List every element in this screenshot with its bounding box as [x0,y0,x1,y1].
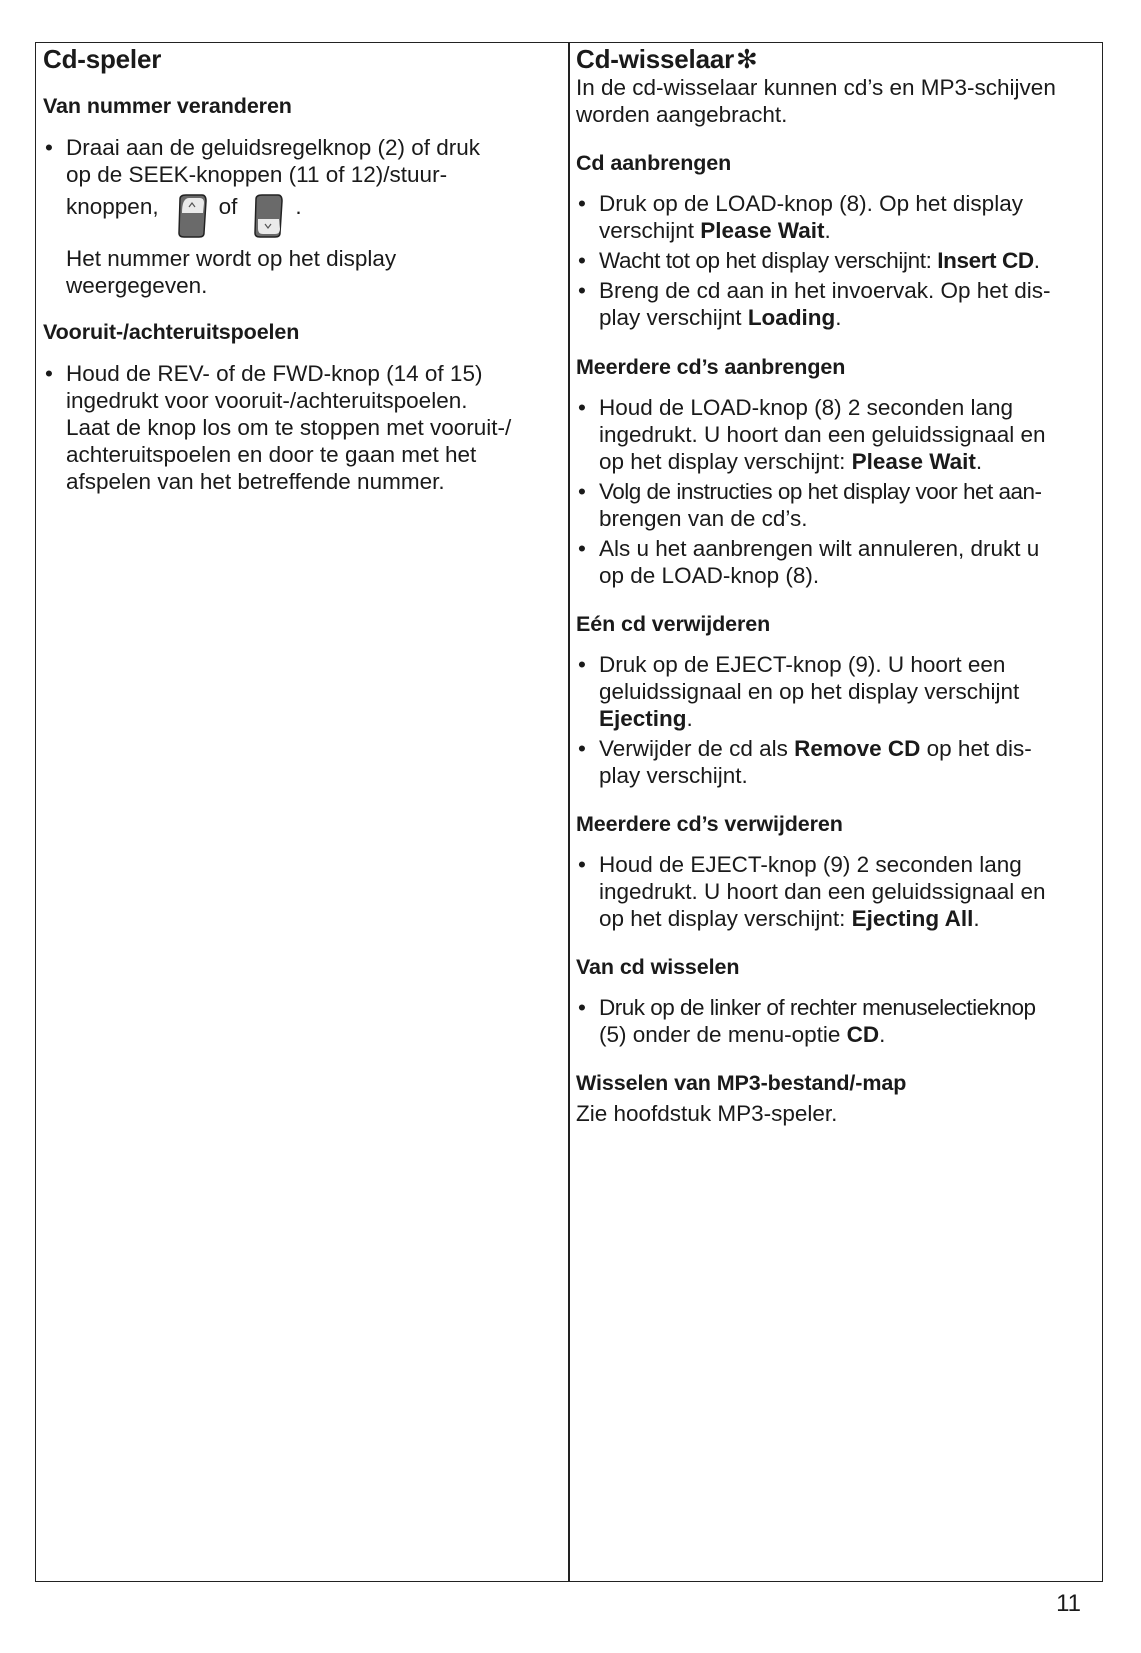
text: . [686,706,693,731]
text-dot: . [295,194,302,219]
list-item [576,735,1096,789]
knoppen-row [43,193,555,245]
text-line [599,705,1096,732]
text-line: ingedrukt voor vooruit-/achteruitspoelen. [66,388,468,413]
text: Wacht tot op het display verschijnt: [599,248,938,273]
text-line: Houd de REV- of de FWD-knop (14 of 15) [66,361,483,386]
text-line: weergegeven. [66,273,208,298]
section-title-cd-speler: Cd-speler [43,44,162,74]
text: . [824,218,831,243]
bullet: • [578,852,586,877]
display-text: Ejecting [599,706,687,731]
title-text: Cd-wisselaar [576,44,735,74]
list-vooruit-achteruitspoelen [43,360,555,495]
text-line: Laat de knop los om te stoppen met vooruit-/ [66,415,512,440]
display-text: Loading [747,305,836,330]
text-line: Draai aan de geluidsregelknop (2) of druk [66,135,480,160]
bullet: • [578,278,586,303]
list-van-nummer-veranderen [43,134,555,188]
text-line: Druk op de LOAD-knop (8). Op het display [599,191,1023,216]
bullet: • [578,652,586,677]
intro-line: In de cd-wisselaar kunnen cd’s en MP3-schijven [576,75,1056,100]
heading-cd-aanbrengen: Cd aanbrengen [576,151,732,175]
text: . [835,305,842,330]
text: op het display verschijnt: [599,906,852,931]
text-line: Volg de instructies op het display voor het aan- [599,479,1042,504]
text: verschijnt [599,218,701,243]
text: play verschijnt [599,305,748,330]
text: . [975,449,983,474]
list-item [43,360,555,495]
list-meerdere-cds-aanbrengen [576,394,1096,589]
text: Verwijder de cd als [599,736,795,761]
bullet: • [45,135,53,160]
text-line: Houd de EJECT-knop (9) 2 seconden lang [599,852,1022,877]
text: (5) onder de menu-optie [599,1022,847,1047]
list-item [576,651,1096,732]
heading-een-cd-verwijderen: Eén cd verwijderen [576,612,771,636]
display-text: Please Wait [700,218,825,243]
heading-van-nummer-veranderen: Van nummer veranderen [43,94,292,118]
bullet: • [578,191,586,216]
text-line: achteruitspoelen en door te gaan met het [66,442,477,467]
list-item [576,190,1096,244]
text-line: brengen van de cd’s. [599,506,808,531]
text-line: geluidssignaal en op het display verschijnt [599,679,1020,704]
list-item [576,394,1096,475]
heading-meerdere-cds-verwijderen: Meerdere cd’s verwijderen [576,812,843,836]
text-line: op de SEEK-knoppen (11 of 12)/stuur- [66,162,448,187]
text-line: op de LOAD-knop (8). [599,563,820,588]
text-line [599,1021,1096,1048]
accessory-symbol-icon: ✻ [736,44,758,74]
text-line: play verschijnt. [599,763,748,788]
list-item [43,134,555,188]
steering-up-button-icon [175,193,209,239]
text-line: Als u het aanbrengen wilt annuleren, drukt u [599,536,1040,561]
text-line [599,905,1096,932]
display-text: Ejecting All [851,906,974,931]
bullet: • [578,736,586,761]
heading-wisselen-van-mp3: Wisselen van MP3-bestand/-map [576,1071,907,1095]
text: . [879,1022,886,1047]
bullet: • [578,248,586,273]
text: op het display verschijnt: [599,449,852,474]
list-item [576,247,1096,274]
text-line: afspelen van het betreffende nummer. [66,469,445,494]
list-meerdere-cds-verwijderen [576,851,1096,932]
list-item [576,478,1096,532]
bullet: • [578,479,586,504]
text-line: Druk op de linker of rechter menuselectieknop [599,995,1036,1020]
page-number: 11 [1056,1590,1081,1617]
heading-meerdere-cds-aanbrengen: Meerdere cd’s aanbrengen [576,355,846,379]
text-line: Houd de LOAD-knop (8) 2 seconden lang [599,395,1014,420]
display-text: Insert CD [937,248,1034,273]
text: . [973,906,980,931]
list-item [576,535,1096,589]
heading-vooruit-achteruitspoelen: Vooruit-/achteruitspoelen [43,320,300,344]
display-text: Please Wait [851,449,976,474]
bullet: • [578,395,586,420]
text-of: of [218,194,238,219]
list-een-cd-verwijderen [576,651,1096,789]
list-item [576,851,1096,932]
list-item [576,277,1096,331]
text-line: Het nummer wordt op het display [66,246,397,271]
display-text: Remove CD [794,736,921,761]
text-line [599,247,1096,274]
left-column [43,43,555,495]
intro-line: worden aangebracht. [576,102,788,127]
bullet: • [578,995,586,1020]
text-line [599,448,1096,475]
section-title-cd-wisselaar [576,44,1096,74]
text-block [43,245,555,299]
text: . [1033,248,1040,273]
steering-down-button-icon [251,193,285,239]
list-van-cd-wisselen [576,994,1096,1048]
bullet: • [45,361,53,386]
text-line: Zie hoofdstuk MP3-speler. [576,1101,838,1126]
text-line [599,735,1096,762]
heading-van-cd-wisselen: Van cd wisselen [576,955,740,979]
text: op het dis- [920,736,1032,761]
display-text: CD [846,1022,880,1047]
page-frame [35,42,1103,1582]
column-divider [568,43,570,1581]
text-line [599,304,1096,331]
list-cd-aanbrengen [576,190,1096,331]
list-item [576,994,1096,1048]
text-line: ingedrukt. U hoort dan een geluidssignaal en [599,422,1046,447]
text-line: Breng de cd aan in het invoervak. Op het dis- [599,278,1051,303]
right-column [576,43,1096,1127]
text-line: ingedrukt. U hoort dan een geluidssignaal en [599,879,1046,904]
text-line [599,217,1096,244]
text-line: Druk op de EJECT-knop (9). U hoort een [599,652,1006,677]
bullet: • [578,536,586,561]
text-knoppen: knoppen, [66,194,159,219]
